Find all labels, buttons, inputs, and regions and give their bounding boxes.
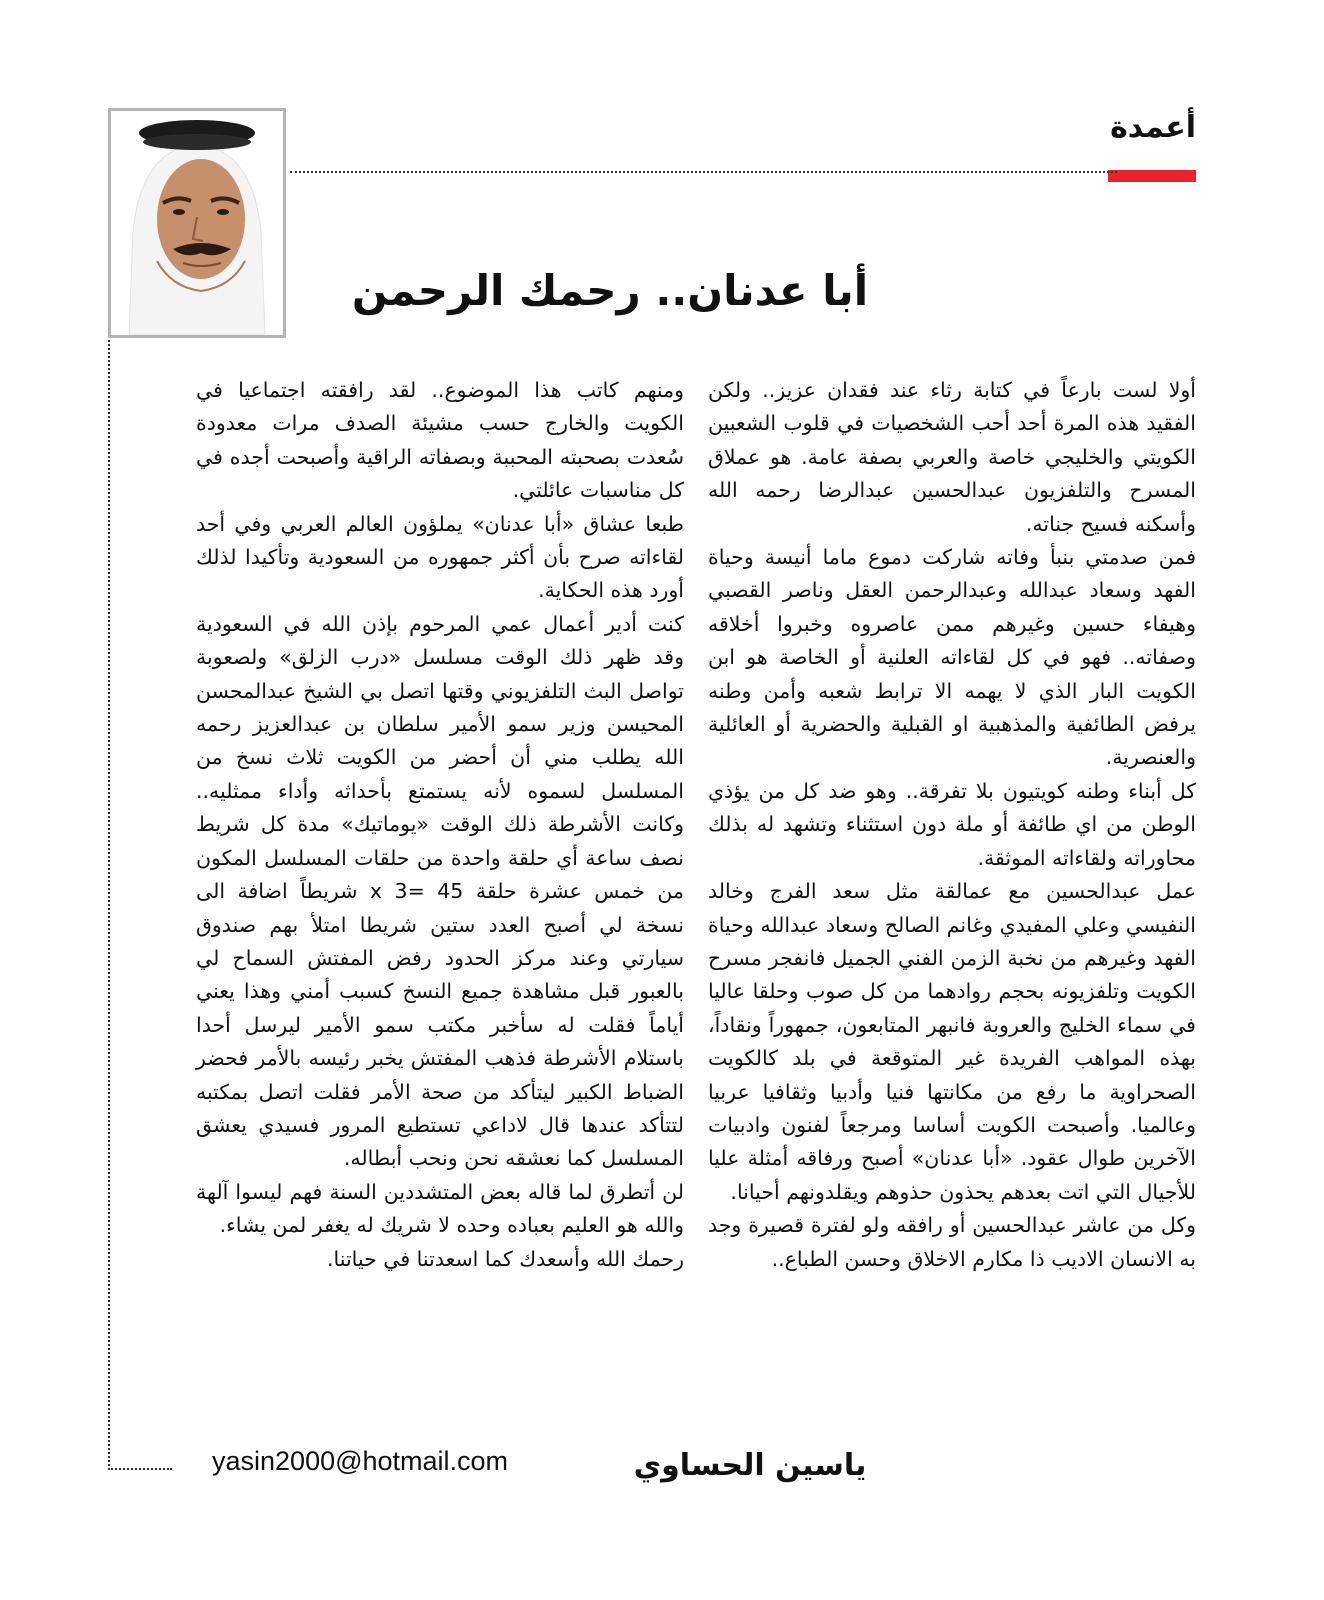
article-paragraph: كل أبناء وطنه كويتيون بلا تفرقة.. وهو ضد كل من يؤذي الوطن من اي طائفة أو ملة دون استثناء وتشهد له بذلك محاوراته ولقاءاته الموثقة.: [708, 778, 1196, 870]
article-paragraph: لن أتطرق لما قاله بعض المتشددين السنة فهم ليسوا آلهة والله هو العليم بعباده وحده لا شريك له يغفر لمن يشاء.: [196, 1179, 684, 1238]
author-portrait-image: [111, 111, 283, 335]
article-paragraph: طبعا عشاق «أبا عدنان» يملؤون العالم العربي وفي أحد لقاءاته صرح بأن أكثر جمهوره من السعودية وتأكيدا لذلك أورد هذه الحكاية.: [196, 511, 684, 603]
author-email-link[interactable]: yasin2000@hotmail.com: [212, 1446, 509, 1476]
bottom-dotted-rule: [108, 1468, 172, 1470]
article-paragraph: كنت أدير أعمال عمي المرحوم بإذن الله في السعودية وقد ظهر ذلك الوقت مسلسل «درب الزلق» ولصعوبة تواصل البث التلفزيوني وقتها اتصل بي الشيخ عبدالمحسن المحيسن وزير سمو الأمير سلطان بن عبدالعزيز رحمه الله يطلب مني أن أحضر من الكويت ثلاث نسخ من المسلسل لسموه لأنه يستمتع بأحداثه وأداء ممثليه.. وكانت الأشرطة ذلك الوقت «يوماتيك» مدة كل شريط نصف ساعة أي حلقة واحدة من حلقات المسلسل المكون من خمس عشرة حلقة 45 =3 x شريطاً اضافة الى نسخة لي أصبح العدد ستين شريطا امتلأ بهم صندوق سيارتي وعند مركز الحدود رفض المفتش السماح لي بالعبور قبل مشاهدة جميع النسخ كسبب أمني وهذا يعني أياماً فقلت له سأخبر مكتب سمو الأمير ليرسل أحدا باستلام الأشرطة فذهب المفتش يخبر رئيسه بالأمر فحضر الضباط الكبير ليتأكد من صحة الأمر فقلت اتصل بمكتبه لتتأكد عندها قال لاداعي تستطيع المرور فسيدي يعشق المسلسل كما نعشقه نحن ونحب أبطاله.: [196, 611, 684, 1171]
author-photo: [108, 108, 286, 338]
article-column-left: [196, 374, 684, 1276]
section-label: أعمدة: [1110, 110, 1196, 145]
article-paragraph: ومنهم كاتب هذا الموضوع.. لقد رافقته اجتماعيا في الكويت والخارج حسب مشيئة الصدف مرات معدودة سُعدت بصحبته المحببة وبصفاته الراقية وأصبحت أجده في كل مناسبات عائلتي.: [196, 378, 684, 503]
article-paragraph: وكل من عاشر عبدالحسين أو رافقه ولو لفترة قصيرة وجد به الانسان الاديب ذا مكارم الاخلاق وحسن الطباع..: [708, 1213, 1196, 1271]
section-accent-bar: [1108, 170, 1196, 182]
author-byline: ياسين الحساوي: [633, 1448, 867, 1483]
left-dotted-rule: [108, 340, 110, 1470]
article-paragraph: فمن صدمتي بنبأ وفاته شاركت دموع ماما أنيسة وحياة الفهد وسعاد عبدالله وعبدالرحمن العقل وناصر القصبي وهيفاء حسين وغيرهم ممن عاصروه وخبروا أخلاقه وصفاته.. فهو في كل لقاءاته العلنية أو الخاصة هو ابن الكويت البار الذي لا يهمه الا ترابط شعبه وأمن وطنه يرفض الطائفية والمذهبية او القبلية والحضرية أو العائلية والعنصرية.: [708, 545, 1196, 770]
article-column-right: [708, 374, 1196, 1276]
article-paragraph: أولا لست بارعاً في كتابة رثاء عند فقدان عزيز.. ولكن الفقيد هذه المرة أحد أحب الشخصيات في قلوب الشعبين الكويتي والخليجي خاصة والعربي بصفة عامة. هو عملاق المسرح والتلفزيون عبدالحسين عبدالرضا رحمه الله وأسكنه فسيح جناته.: [708, 378, 1196, 536]
article-headline: أبا عدنان.. رحمك الرحمن: [351, 266, 869, 315]
article-paragraph: عمل عبدالحسين مع عمالقة مثل سعد الفرج وخالد النفيسي وعلي المفيدي وغانم الصالح وسعاد عبدالله وحياة الفهد وغيرهم من نخبة الزمن الفني الجميل فانفجر مسرح الكويت وتلفزيونه بحجم روادهما من كل صوب وحلقا عاليا في سماء الخليج والعروبة فانبهر المتابعون، جمهوراً ونقاداً، بهذه المواهب الفريدة غير المتوقعة في بلد كالكويت الصحراوية ما رفع من مكانتها فنيا وأدبيا وثقافيا عربيا وعالميا. وأصبحت الكويت أساسا ومرجعاً لفنون وادبيات الآخرين طوال عقود. «أبا عدنان» أصبح ورفاقه أمثلة عليا للأجيال التي اتت بعدهم يحذون حذوهم ويقلدونهم أحيانا.: [708, 879, 1196, 1204]
top-dotted-rule: [290, 171, 1117, 173]
article-paragraph: رحمك الله وأسعدك كما اسعدتنا في حياتنا.: [327, 1246, 684, 1271]
